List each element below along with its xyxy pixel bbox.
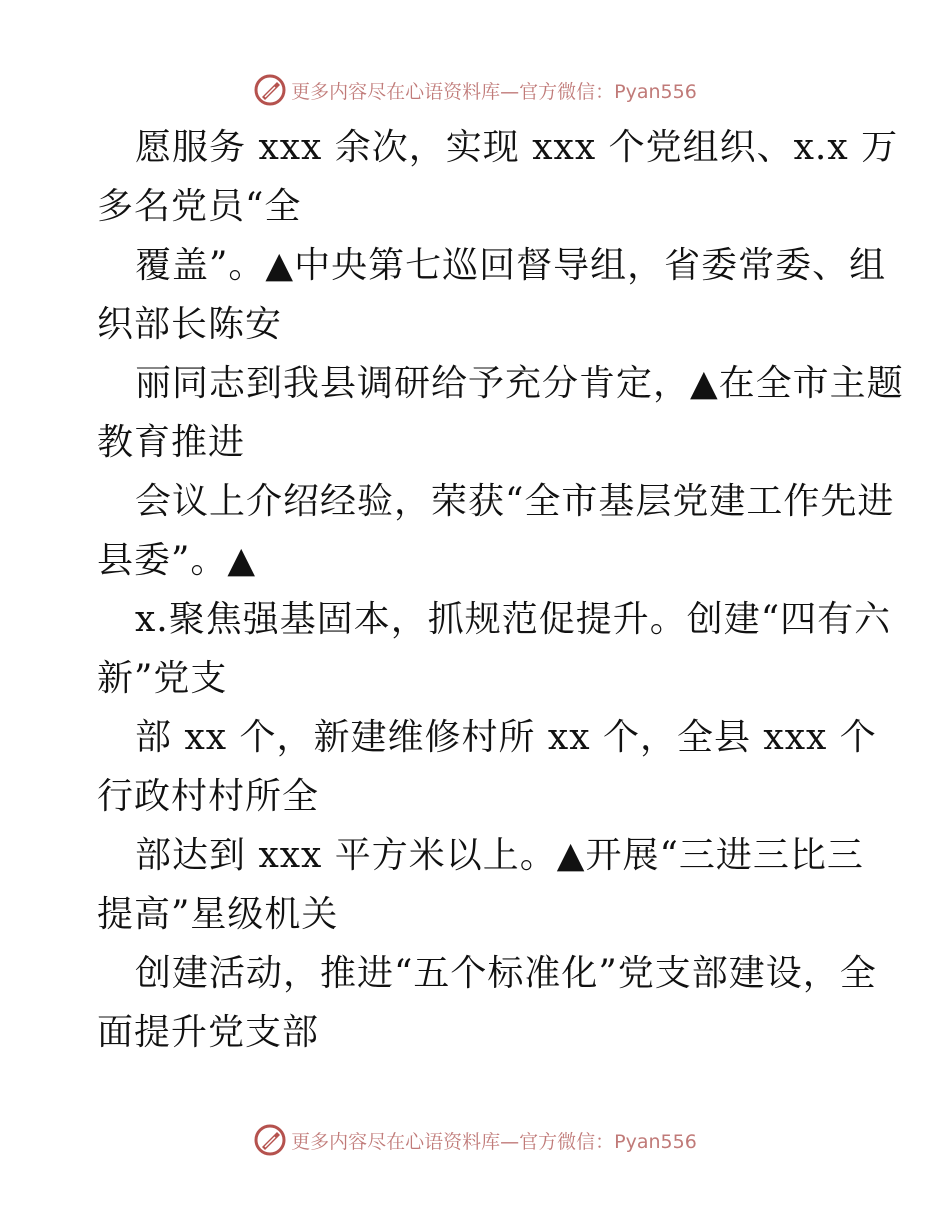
feather-seal-icon [253,1123,287,1157]
text-line: 县委”。▲ [97,540,257,581]
text-line: 创建活动，推进“五个标准化”党支部建设，全 [135,953,877,994]
text-line: 会议上介绍经验，荣获“全市基层党建工作先进 [135,481,895,522]
text-line: 新”党支 [97,658,228,699]
text-line: 部达到 xxx 平方米以上。▲开展“三进三比三 [135,835,864,876]
footer-text: 更多内容尽在心语资料库—官方微信：Pyan556 [291,1130,697,1153]
feather-seal-icon [253,73,287,107]
text-line: 愿服务 xxx 余次，实现 xxx 个党组织、x.x 万 [135,127,899,168]
text-line: 提高”星级机关 [97,894,339,935]
document-body [97,118,904,1062]
text-line: 行政村村所全 [97,776,320,817]
header-banner [0,70,950,110]
text-line: 覆盖”。▲中央第七巡回督导组，省委常委、组 [135,245,887,286]
text-line: x.聚焦强基固本，抓规范促提升。创建“四有六 [135,599,892,640]
text-line: 织部长陈安 [97,304,283,345]
text-line: 部 xx 个，新建维修村所 xx 个，全县 xxx 个 [135,717,877,758]
text-line: 多名党员“全 [97,186,302,227]
text-line: 面提升党支部 [97,1012,320,1053]
header-text: 更多内容尽在心语资料库—官方微信：Pyan556 [291,80,697,103]
text-line: 丽同志到我县调研给予充分肯定，▲在全市主题 [135,363,904,404]
footer-banner [0,1120,950,1160]
text-line: 教育推进 [97,422,246,463]
